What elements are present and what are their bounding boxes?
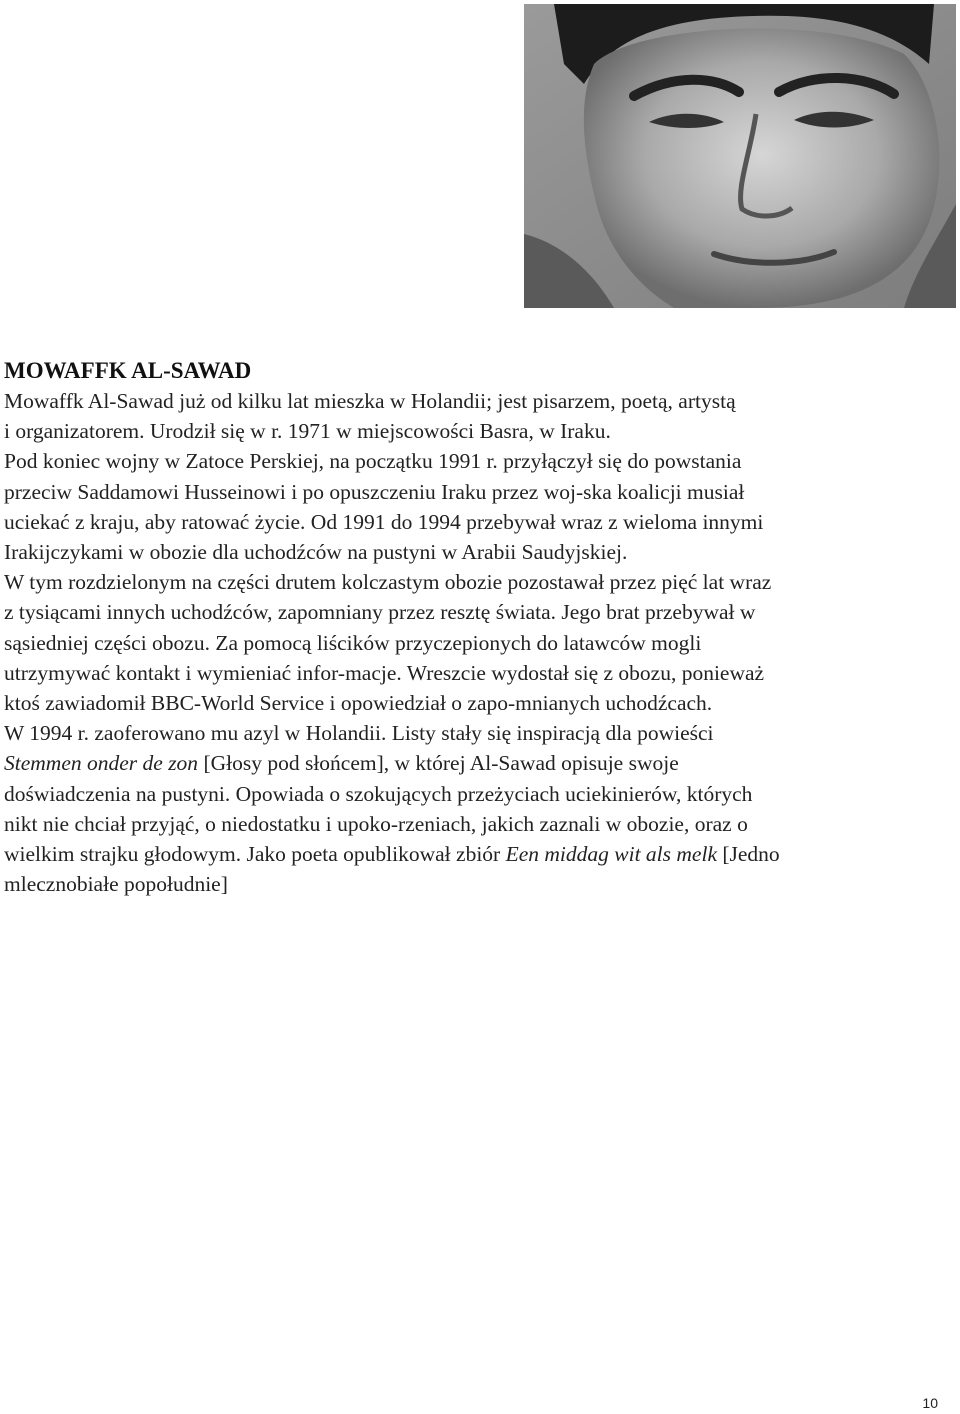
novel-title: Stemmen onder de zon — [4, 751, 199, 776]
bio-line: W tym rozdzielonym na części drutem kolczastym obozie pozostawał przez pięć lat wraz — [4, 570, 772, 595]
bio-line: przeciw Saddamowi Husseinowi i po opuszczeniu Iraku przez woj-ska koalicji musiał — [4, 479, 745, 504]
bio-line: doświadczenia na pustyni. Opowiada o szokujących przeżyciach uciekinierów, których — [4, 781, 753, 806]
bio-line: Mowaffk Al-Sawad już od kilku lat mieszka w Holandii; jest pisarzem, poetą, artystą — [4, 389, 736, 413]
bio-line — [4, 748, 924, 778]
bio-line: W 1994 r. zaoferowano mu azyl w Holandii. Listy stały się inspiracją dla powieści — [4, 721, 714, 746]
bio-line: ktoś zawiadomił BBC-World Service i opowiedział o zapo-mnianych uchodźcach. — [4, 691, 713, 716]
bio-text-segment: wielkim strajku głodowym. Jako poeta opublikował zbiór — [4, 842, 506, 867]
author-name-heading: MOWAFFK AL-SAWAD — [4, 358, 252, 383]
page-number: 10 — [922, 1395, 938, 1411]
bio-paragraph — [4, 386, 924, 899]
bio-line: nikt nie chciał przyjąć, o niedostatku i upoko-rzeniach, jakich zaznali w obozie, oraz o — [4, 811, 748, 836]
bio-text-segment: [Jedno — [716, 842, 780, 867]
poetry-collection-title: Een middag wit als melk — [505, 842, 717, 867]
bio-line: Pod koniec wojny w Zatoce Perskiej, na początku 1991 r. przyłączył się do powstania — [4, 449, 742, 474]
bio-line: i organizatorem. Urodził się w r. 1971 w miejscowości Basra, w Iraku. — [4, 419, 611, 444]
bio-line: z tysiącami innych uchodźców, zapomniany przez resztę świata. Jego brat przebywał w — [4, 600, 756, 625]
bio-line: mlecznobiałe popołudnie] — [4, 872, 228, 897]
bio-line: utrzymywać kontakt i wymieniać infor-macje. Wreszcie wydostał się z obozu, ponieważ — [4, 660, 765, 685]
bio-line — [4, 839, 924, 869]
bio-text-segment: [Głosy pod słońcem], w której Al-Sawad opisuje swoje — [198, 751, 679, 776]
author-portrait — [524, 4, 956, 308]
author-bio — [4, 356, 924, 899]
bio-line: Irakijczykami w obozie dla uchodźców na pustyni w Arabii Saudyjskiej. — [4, 540, 628, 565]
bio-line: uciekać z kraju, aby ratować życie. Od 1991 do 1994 przebywał wraz z wieloma innymi — [4, 509, 764, 534]
bio-line: sąsiedniej części obozu. Za pomocą liścików przyczepionych do latawców mogli — [4, 630, 702, 655]
